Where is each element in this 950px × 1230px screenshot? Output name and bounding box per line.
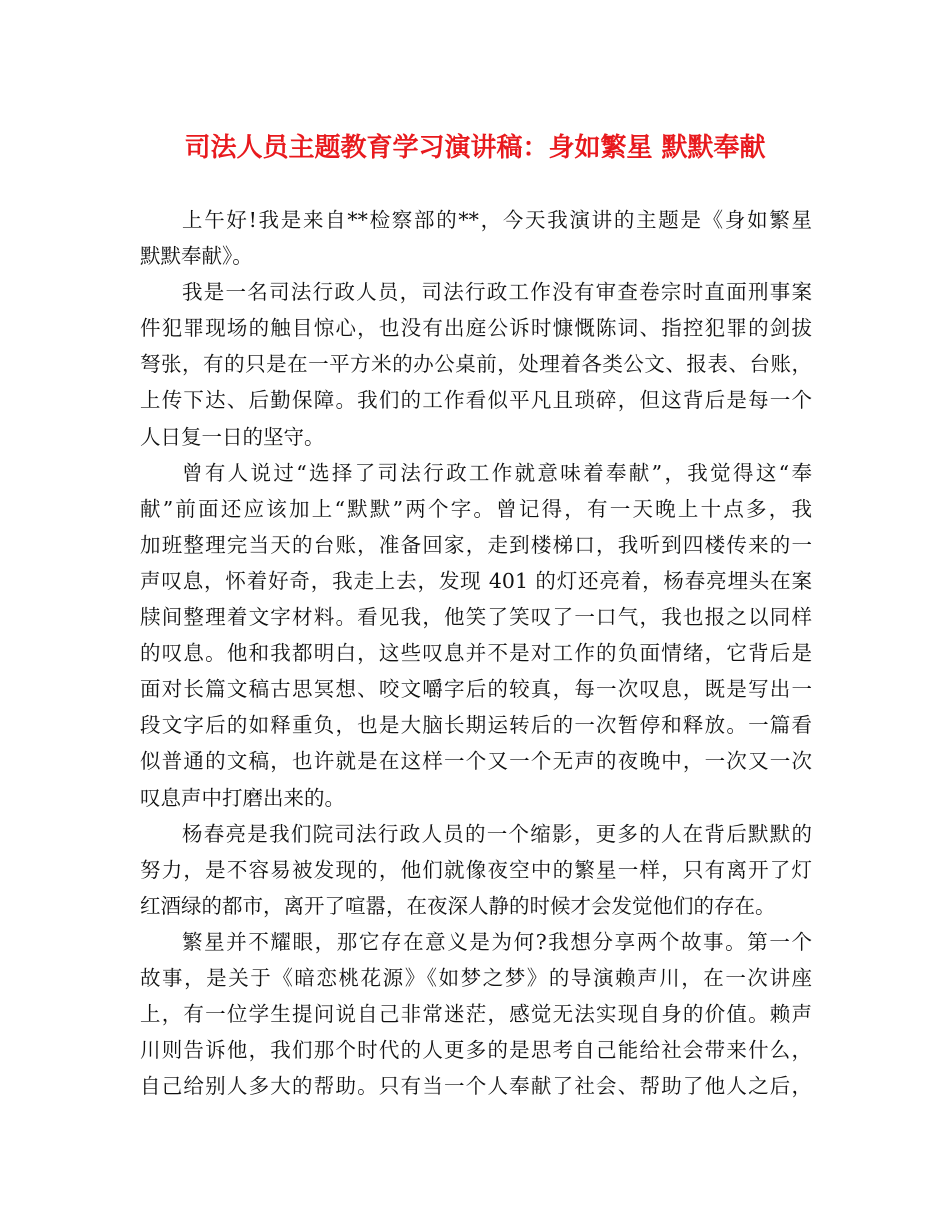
paragraph-line: 上午好!我是来自**检察部的**，今天我演讲的主题是《身如繁星 [182,208,812,232]
paragraph [140,455,812,816]
paragraph-line: 声叹息，怀着好奇，我走上去，发现 401 的灯还亮着，杨春亮埋头在案 [140,568,812,593]
paragraph-line: 努力，是不容易被发现的，他们就像夜空中的繁星一样，只有离开了灯 [140,857,812,882]
paragraph-line: 件犯罪现场的触目惊心，也没有出庭公诉时慷慨陈词、指控犯罪的剑拔 [140,316,812,341]
paragraph [140,816,812,924]
paragraph-line: 的叹息。他和我都明白，这些叹息并不是对工作的负面情绪，它背后是 [140,641,812,666]
paragraph-line: 似普通的文稿，也许就是在这样一个又一个无声的夜晚中，一次又一次 [140,749,812,774]
paragraph-line: 面对长篇文稿古思冥想、咬文嚼字后的较真，每一次叹息，既是写出一 [140,677,812,702]
paragraph-line: 红酒绿的都市，离开了喧嚣，在夜深人静的时候才会发觉他们的存在。 [140,893,776,918]
paragraph-line: 叹息声中打磨出来的。 [140,785,345,810]
paragraph-line: 段文字后的如释重负，也是大脑长期运转后的一次暂停和释放。一篇看 [140,713,812,738]
paragraph-line: 加班整理完当天的台账，准备回家，走到楼梯口，我听到四楼传来的一 [140,532,812,557]
paragraph-line: 曾有人说过“选择了司法行政工作就意味着奉献”，我觉得这“奉 [182,460,812,485]
document-title: 司法人员主题教育学习演讲稿：身如繁星 默默奉献 [184,133,766,163]
paragraph-line: 上传下达、后勤保障。我们的工作看似平凡且琐碎，但这背后是每一个 [140,388,812,413]
document-body [140,202,812,1104]
paragraph-line: 川则告诉他，我们那个时代的人更多的是思考自己能给社会带来什么， [140,1038,812,1063]
paragraph-line: 献”前面还应该加上“默默”两个字。曾记得，有一天晚上十点多，我 [140,496,812,521]
paragraph-line: 故事，是关于《暗恋桃花源》《如梦之梦》的导演赖声川，在一次讲座 [140,965,812,990]
paragraph-line: 人日复一日的坚守。 [140,424,325,449]
paragraph-line: 上，有一位学生提问说自己非常迷茫，感觉无法实现自身的价值。赖声 [140,1002,812,1027]
paragraph-line: 默默奉献》。 [140,244,253,269]
paragraph-line: 牍间整理着文字材料。看见我，他笑了笑叹了一口气，我也报之以同样 [140,605,812,630]
paragraph-line: 我是一名司法行政人员，司法行政工作没有审查卷宗时直面刑事案 [182,280,812,305]
paragraph-line: 杨春亮是我们院司法行政人员的一个缩影，更多的人在背后默默的 [182,821,812,846]
paragraph [140,274,812,454]
paragraph-line: 自己给别人多大的帮助。只有当一个人奉献了社会、帮助了他人之后， [140,1074,812,1099]
paragraph-line: 繁星并不耀眼，那它存在意义是为何?我想分享两个故事。第一个 [182,929,812,954]
paragraph [140,202,812,274]
paragraph-line: 弩张，有的只是在一平方米的办公桌前，处理着各类公文、报表、台账， [140,352,812,377]
paragraph [140,924,812,1104]
